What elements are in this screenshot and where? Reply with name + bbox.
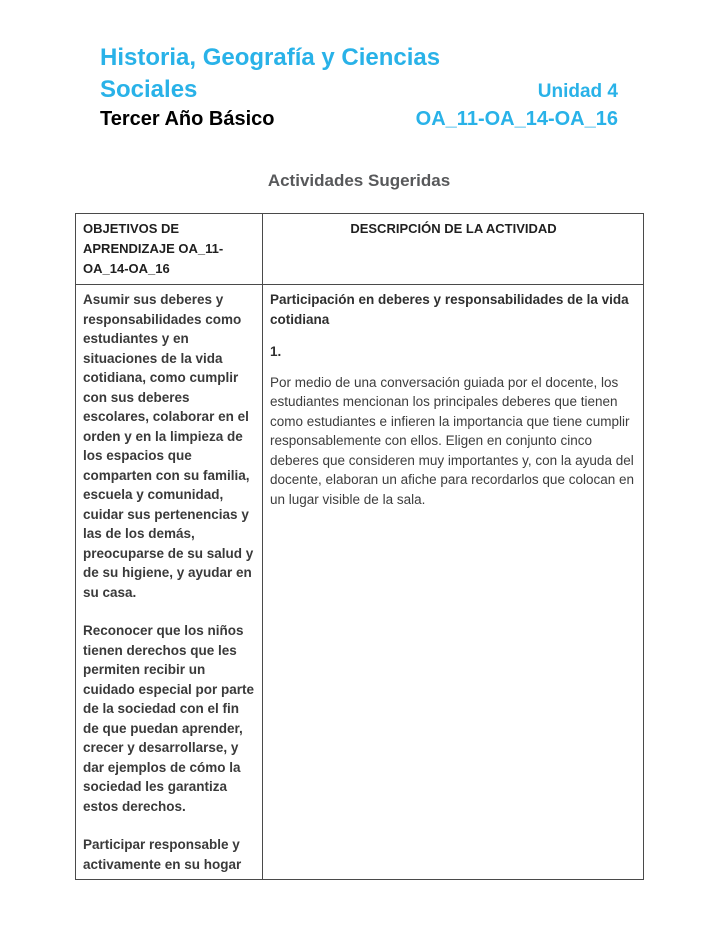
table-header-row bbox=[76, 214, 644, 285]
activity-description: Por medio de una conversación guiada por el docente, los estudiantes mencionan los principales deberes que tienen como estudiantes e infieren la importancia que tiene cumplir responsablemente con ellos. Eligen en conjunto cinco deberes que consideren muy importantes y, con la ayuda del docente, elaboran un afiche para recordarlos que colocan en un lugar visible de la sala. bbox=[270, 374, 634, 507]
oa-codes-label: OA_11-OA_14-OA_16 bbox=[415, 108, 618, 130]
objectives-cell bbox=[76, 285, 263, 880]
objectives-column-header: OBJETIVOS DE APRENDIZAJE OA_11-OA_14-OA_16 bbox=[76, 214, 263, 285]
description-column-header: DESCRIPCIÓN DE LA ACTIVIDAD bbox=[263, 214, 644, 285]
activity-cell bbox=[263, 285, 644, 880]
objective-paragraph: Participar responsable y activamente en su hogar bbox=[83, 837, 242, 872]
table-body-row bbox=[76, 285, 644, 880]
objective-paragraph: Asumir sus deberes y responsabilidades como estudiantes y en situaciones de la vida cotidiana, como cumplir con sus deberes escolares, colaborar en el orden y en la limpieza de los espacios que comparten con su familia, escuela y comunidad, cuidar sus pertenencias y las de los demás, preocuparse de su salud y de su higiene, y ayudar en su casa. bbox=[83, 292, 254, 600]
objective-paragraph: Reconocer que los niños tienen derechos que les permiten recibir un cuidado especial por parte de la sociedad con el fin de que puedan aprender, crecer y desarrollarse, y dar ejemplos de cómo la sociedad les garantiza estos derechos. bbox=[83, 623, 255, 814]
subject-title-line2: Sociales bbox=[100, 76, 198, 103]
unit-label: Unidad 4 bbox=[537, 81, 618, 102]
document-header bbox=[100, 42, 618, 132]
activity-heading: Participación en deberes y responsabilidades de la vida cotidiana bbox=[270, 292, 629, 327]
header-row-2 bbox=[100, 74, 618, 106]
grade-label: Tercer Año Básico bbox=[100, 108, 275, 130]
activities-table bbox=[75, 213, 644, 880]
header-row-3 bbox=[100, 106, 618, 132]
subject-title-line1: Historia, Geografía y Ciencias bbox=[100, 44, 441, 71]
section-title: Actividades Sugeridas bbox=[267, 171, 451, 190]
activity-number: 1. bbox=[270, 344, 282, 359]
